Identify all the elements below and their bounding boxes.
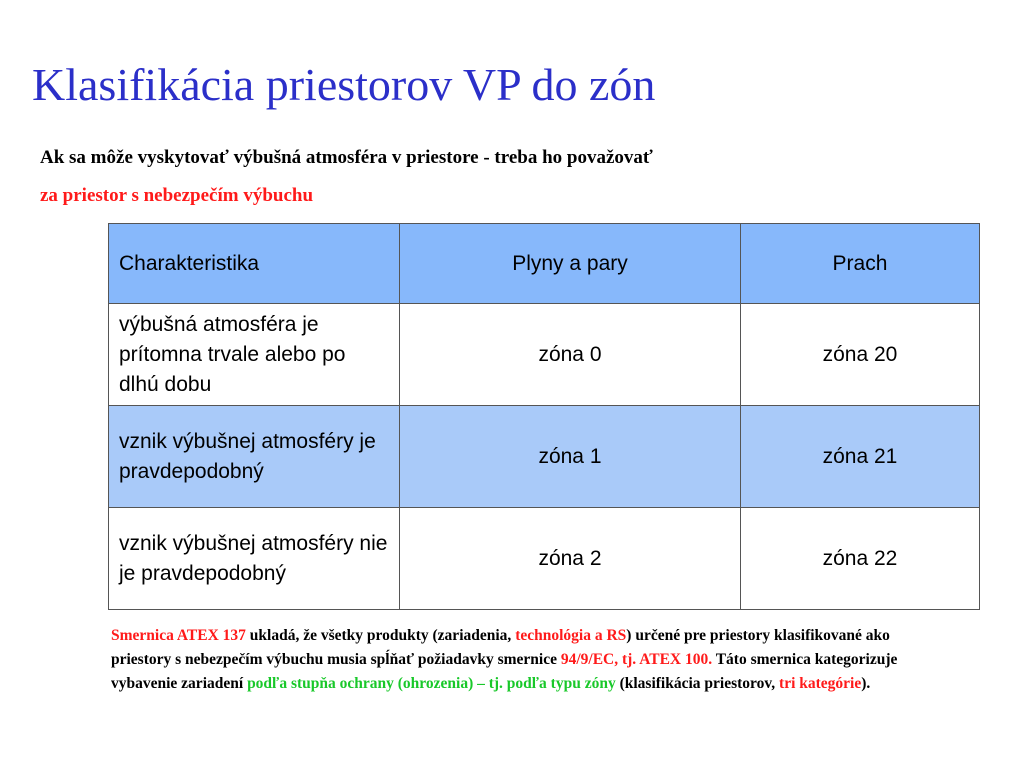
zone-classification-table — [108, 223, 980, 610]
note-technology: technológia a RS — [515, 627, 627, 644]
note-protection-level: podľa stupňa ochrany (ohrozenia) – tj. podľa typu zóny — [247, 675, 616, 692]
header-charakteristika: Charakteristika — [109, 224, 400, 304]
note-directive-name: Smernica ATEX 137 — [111, 627, 246, 644]
row-gas-zone: zóna 1 — [400, 406, 741, 508]
header-prach: Prach — [740, 224, 979, 304]
subtitle-line-2: za priestor s nebezpečím výbuchu — [40, 185, 314, 206]
row-characteristic: vznik výbušnej atmosféry je pravdepodobný — [109, 406, 400, 508]
slide-title: Klasifikácia priestorov VP do zón — [32, 59, 656, 110]
note-directive-ref: 94/9/EC, tj. ATEX 100. — [560, 651, 713, 668]
row-dust-zone: zóna 20 — [740, 304, 979, 406]
atex-note-paragraph — [111, 624, 941, 696]
note-text: (klasifikácia priestorov, — [615, 675, 780, 692]
header-plyny-a-pary: Plyny a pary — [400, 224, 741, 304]
row-gas-zone: zóna 0 — [400, 304, 741, 406]
note-text: ). — [861, 675, 871, 692]
note-text: ) určené pre priestory klasifikované ako priestory s nebezpečím výbuchu musia spĺňať požiadavky smernice — [111, 627, 890, 668]
subtitle-line-1: Ak sa môže vyskytovať výbušná atmosféra v priestore - treba ho považovať — [40, 147, 653, 168]
table-header-row — [109, 224, 980, 304]
table-row — [109, 304, 980, 406]
table-row — [109, 508, 980, 610]
row-dust-zone: zóna 22 — [740, 508, 979, 610]
row-gas-zone: zóna 2 — [400, 508, 741, 610]
table-row — [109, 406, 980, 508]
row-characteristic: vznik výbušnej atmosféry nie je pravdepodobný — [109, 508, 400, 610]
row-characteristic: výbušná atmosféra je prítomna trvale alebo po dlhú dobu — [109, 304, 400, 406]
note-text: ukladá, že všetky produkty (zariadenia, — [245, 627, 516, 644]
note-categories: tri kategórie — [779, 675, 862, 692]
note-text: Táto smernica kategorizuje vybavenie zariadení — [111, 651, 898, 692]
row-dust-zone: zóna 21 — [740, 406, 979, 508]
